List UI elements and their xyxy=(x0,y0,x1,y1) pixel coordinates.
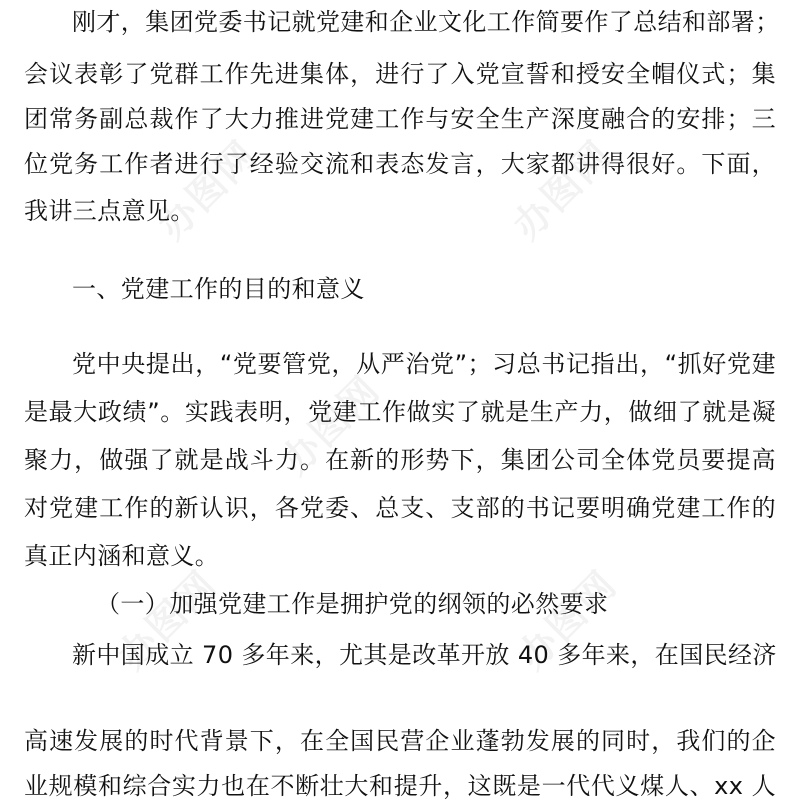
paragraph-line: 位党务工作者进行了经验交流和表态发言，大家都讲得很好。下面， xyxy=(24,150,776,178)
watermark: 办图网 xyxy=(504,131,621,248)
watermark: 办图网 xyxy=(509,561,626,678)
paragraph-line: 聚力，做强了就是战斗力。在新的形势下，集团公司全体党员要提高 xyxy=(24,446,776,474)
paragraph-line: 刚才，集团党委书记就党建和企业文化工作简要作了总结和部署； xyxy=(72,8,780,36)
watermark: 办图网 xyxy=(272,366,389,483)
watermark: 办图网 xyxy=(149,131,266,248)
paragraph-line: 是最大政绩”。实践表明，党建工作做实了就是生产力，做细了就是凝 xyxy=(24,398,776,426)
section-heading: 一、党建工作的目的和意义 xyxy=(72,275,365,303)
paragraph-line: 业规模和综合实力也在不断壮大和提升，这既是一代代义煤人、xx 人 xyxy=(24,772,776,800)
subsection-heading: （一）加强党建工作是拥护党的纲领的必然要求 xyxy=(96,590,609,618)
paragraph-line: 我讲三点意见。 xyxy=(24,197,195,225)
paragraph-line: 新中国成立 70 多年来，尤其是改革开放 40 多年来，在国民经济 xyxy=(72,641,777,669)
paragraph-line: 党中央提出，“党要管党，从严治党”；习总书记指出，“抓好党建 xyxy=(72,350,776,378)
paragraph-line: 高速发展的时代背景下，在全国民营企业蓬勃发展的同时，我们的企 xyxy=(24,727,776,755)
paragraph-line: 团常务副总裁作了大力推进党建工作与安全生产深度融合的安排；三 xyxy=(24,105,776,133)
paragraph-line: 会议表彰了党群工作先进集体，进行了入党宣誓和授安全帽仪式；集 xyxy=(24,60,776,88)
paragraph-line: 对党建工作的新认识，各党委、总支、支部的书记要明确党建工作的 xyxy=(24,494,776,522)
watermark: 办图网 xyxy=(109,561,226,678)
paragraph-line: 真正内涵和意义。 xyxy=(24,542,220,570)
